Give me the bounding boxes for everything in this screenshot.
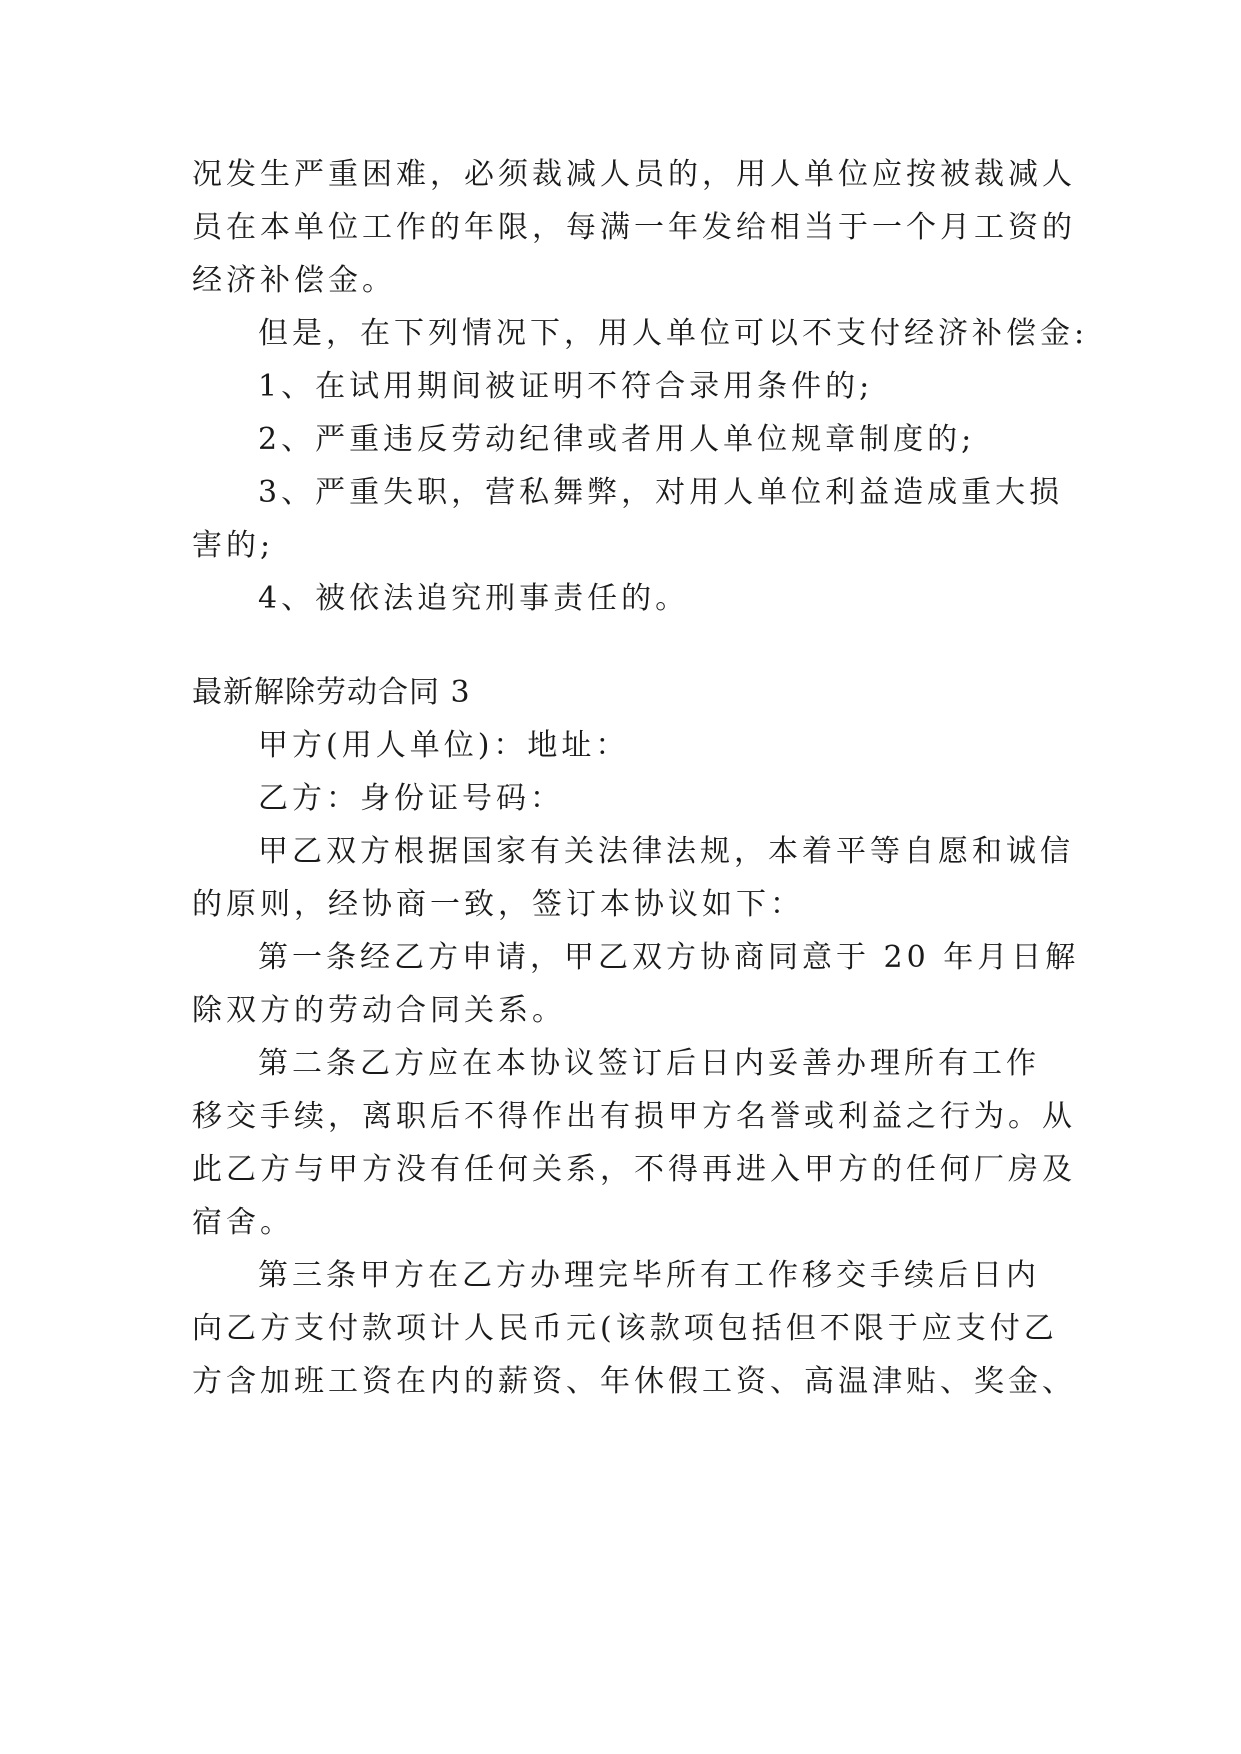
section-title: 最新解除劳动合同 3 bbox=[192, 675, 471, 710]
article-2-line: 第二条乙方应在本协议签订后日内妥善办理所有工作 bbox=[258, 1046, 1040, 1081]
preamble-line: 的原则，经协商一致，签订本协议如下： bbox=[192, 887, 804, 922]
exception-intro: 但是，在下列情况下，用人单位可以不支付经济补偿金: bbox=[258, 316, 1089, 351]
article-3-line: 方含加班工资在内的薪资、年休假工资、高温津贴、奖金、 bbox=[192, 1364, 1076, 1399]
article-2-line: 移交手续，离职后不得作出有损甲方名誉或利益之行为。从 bbox=[192, 1099, 1076, 1134]
party-b-line: 乙方：身份证号码： bbox=[258, 781, 564, 816]
exception-item: 4、被依法追究刑事责任的。 bbox=[258, 581, 690, 616]
article-1-line: 第一条经乙方申请，甲乙双方协商同意于 20 年月日解 bbox=[258, 940, 1080, 975]
article-1-line: 除双方的劳动合同关系。 bbox=[192, 993, 566, 1028]
exception-item: 3、严重失职，营私舞弊，对用人单位利益造成重大损 bbox=[258, 475, 1064, 510]
article-2-line: 此乙方与甲方没有任何关系，不得再进入甲方的任何厂房及 bbox=[192, 1152, 1076, 1187]
exception-item: 1、在试用期间被证明不符合录用条件的; bbox=[258, 369, 874, 404]
article-2-line: 宿舍。 bbox=[192, 1205, 294, 1240]
article-3-line: 向乙方支付款项计人民币元(该款项包括但不限于应支付乙 bbox=[192, 1311, 1058, 1346]
paragraph-line: 经济补偿金。 bbox=[192, 263, 396, 298]
preamble-line: 甲乙双方根据国家有关法律法规，本着平等自愿和诚信 bbox=[258, 834, 1074, 869]
article-3-line: 第三条甲方在乙方办理完毕所有工作移交手续后日内 bbox=[258, 1258, 1040, 1293]
paragraph-line: 员在本单位工作的年限，每满一年发给相当于一个月工资的 bbox=[192, 210, 1076, 245]
exception-item: 2、严重违反劳动纪律或者用人单位规章制度的; bbox=[258, 422, 976, 457]
paragraph-line: 况发生严重困难，必须裁减人员的，用人单位应按被裁减人 bbox=[192, 157, 1076, 192]
party-a-line: 甲方(用人单位)：地址： bbox=[258, 728, 630, 763]
exception-item-continued: 害的; bbox=[192, 528, 275, 563]
